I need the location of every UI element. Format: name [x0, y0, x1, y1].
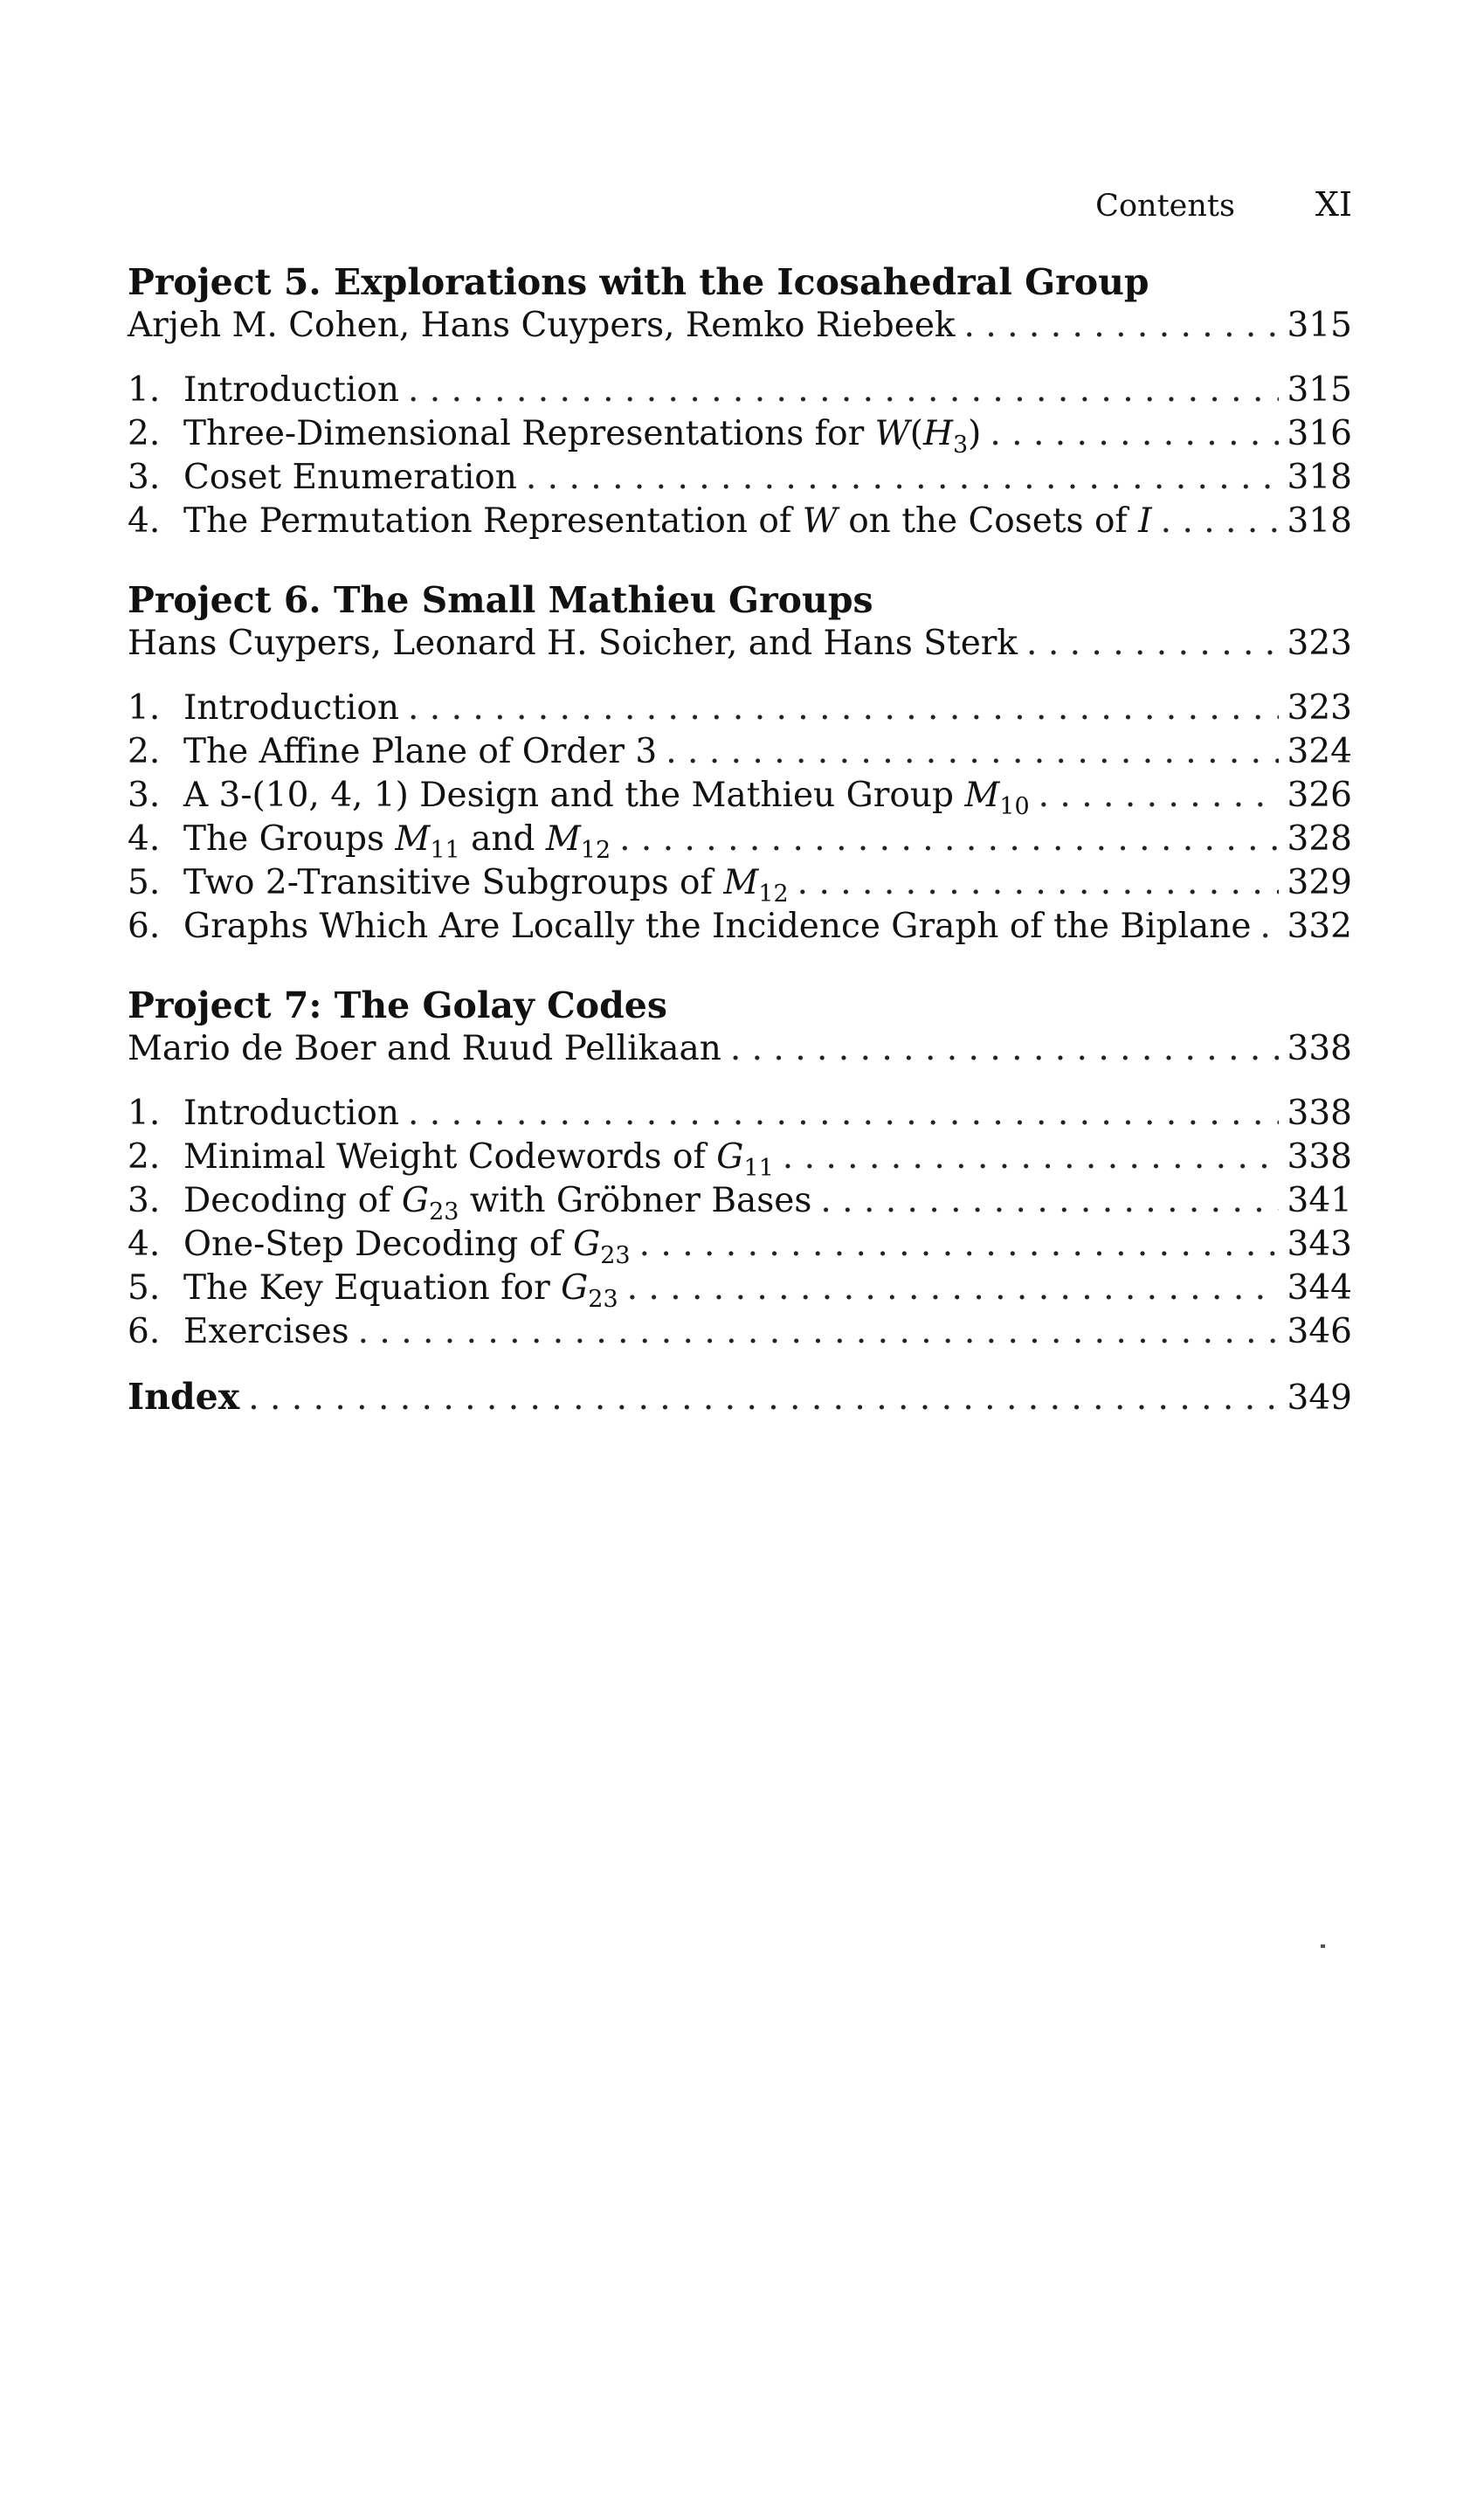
- section-entry[interactable]: [128, 1092, 1352, 1136]
- section-title: Coset Enumeration: [183, 458, 517, 497]
- page-number: 338: [1287, 1094, 1352, 1133]
- page-number: 324: [1287, 732, 1352, 771]
- section-title: Exercises: [183, 1312, 349, 1351]
- section-number: 2.: [128, 1137, 161, 1177]
- section-number: 3.: [128, 776, 161, 815]
- dot-leader: [1161, 500, 1279, 543]
- page-number: 326: [1287, 776, 1352, 815]
- section-number: 2.: [128, 414, 161, 453]
- dot-leader: [627, 1267, 1279, 1310]
- table-of-contents: [128, 260, 1352, 1419]
- page-number: 349: [1287, 1378, 1352, 1418]
- section-entry[interactable]: [128, 456, 1352, 500]
- dot-leader: [797, 861, 1279, 905]
- section-entry[interactable]: [128, 905, 1352, 949]
- page-number: 316: [1287, 414, 1352, 453]
- header-page-number: XI: [1315, 185, 1352, 224]
- section-entry[interactable]: [128, 687, 1352, 730]
- dot-leader: [1026, 622, 1279, 666]
- running-header: [987, 185, 1352, 234]
- section-number: 5.: [128, 1268, 161, 1308]
- page-number: 341: [1287, 1181, 1352, 1220]
- page-number: 338: [1287, 1137, 1352, 1177]
- dot-leader: [666, 730, 1278, 774]
- section-title: Graphs Which Are Locally the Incidence Graph of the Biplane: [183, 907, 1252, 946]
- section-number: 2.: [128, 732, 161, 771]
- project-title: Project 6. The Small Mathieu Groups: [128, 579, 873, 621]
- section-number: 3.: [128, 458, 161, 497]
- project-authors-line[interactable]: [128, 304, 1352, 348]
- page-number: 318: [1287, 458, 1352, 497]
- section-title: Minimal Weight Codewords of $G_{11}$: [183, 1137, 774, 1182]
- index-title: Index: [128, 1376, 240, 1418]
- dot-leader: [964, 304, 1279, 348]
- section-title: One-Step Decoding of $G_{23}$: [183, 1225, 631, 1269]
- dot-leader: [1039, 774, 1279, 818]
- page-number: 323: [1287, 624, 1352, 663]
- project-authors-line[interactable]: [128, 1027, 1352, 1071]
- dot-leader: [526, 456, 1279, 500]
- project-title: Project 5. Explorations with the Icosahedral Group: [128, 261, 1149, 303]
- section-entry[interactable]: [128, 861, 1352, 908]
- dot-leader: [1260, 905, 1278, 949]
- project-authors-line[interactable]: [128, 622, 1352, 666]
- section-number: 6.: [128, 907, 161, 946]
- header-label: Contents: [1095, 189, 1235, 224]
- section-entry[interactable]: [128, 1179, 1352, 1226]
- dot-leader: [408, 1092, 1279, 1136]
- dot-leader: [730, 1027, 1279, 1071]
- section-number: 6.: [128, 1312, 161, 1351]
- page-number: 318: [1287, 501, 1352, 541]
- project-title: Project 7: The Golay Codes: [128, 984, 667, 1026]
- project-block: [128, 578, 1352, 949]
- section-title: The Groups $M_{11}$ and $M_{12}$: [183, 819, 611, 864]
- page-number: 332: [1287, 907, 1352, 946]
- dot-leader: [358, 1310, 1279, 1354]
- section-number: 1.: [128, 1094, 161, 1133]
- page-number: 346: [1287, 1312, 1352, 1351]
- section-title: Introduction: [183, 1094, 399, 1133]
- section-title: The Affine Plane of Order 3: [183, 732, 658, 771]
- dot-leader: [408, 369, 1279, 412]
- section-entry[interactable]: [128, 1310, 1352, 1354]
- section-title: Two 2-Transitive Subgroups of $M_{12}$: [183, 863, 789, 908]
- section-title: Introduction: [183, 370, 399, 410]
- section-number: 1.: [128, 688, 161, 728]
- dot-leader: [248, 1377, 1278, 1420]
- dot-leader: [619, 818, 1278, 861]
- section-entry[interactable]: [128, 1267, 1352, 1313]
- section-entry[interactable]: [128, 412, 1352, 459]
- page-number: 344: [1287, 1268, 1352, 1308]
- section-list: [128, 369, 1352, 543]
- section-entry[interactable]: [128, 500, 1352, 543]
- section-entry[interactable]: [128, 369, 1352, 412]
- section-title: A 3-(10, 4, 1) Design and the Mathieu Group $M_{10}$: [183, 776, 1030, 820]
- project-authors: Arjeh M. Cohen, Hans Cuypers, Remko Riebeek: [128, 306, 956, 345]
- section-number: 5.: [128, 863, 161, 902]
- section-list: [128, 1092, 1352, 1354]
- section-number: 4.: [128, 819, 161, 859]
- project-block: [128, 984, 1352, 1354]
- project-authors: Mario de Boer and Ruud Pellikaan: [128, 1029, 721, 1068]
- section-title: The Key Equation for $G_{23}$: [183, 1268, 618, 1313]
- page-number: 315: [1287, 370, 1352, 410]
- dot-leader: [408, 687, 1279, 730]
- page-number: 343: [1287, 1225, 1352, 1264]
- page-number: 338: [1287, 1029, 1352, 1068]
- section-entry[interactable]: [128, 1223, 1352, 1267]
- dot-leader: [639, 1223, 1279, 1267]
- section-number: 4.: [128, 1225, 161, 1264]
- section-list: [128, 687, 1352, 949]
- page-number: 323: [1287, 688, 1352, 728]
- project-authors: Hans Cuypers, Leonard H. Soicher, and Hans Sterk: [128, 624, 1018, 663]
- page-number: 329: [1287, 863, 1352, 902]
- scan-speck: [1321, 1944, 1325, 1948]
- section-number: 1.: [128, 370, 161, 410]
- project-block: [128, 260, 1352, 543]
- section-title: Introduction: [183, 688, 399, 728]
- dot-leader: [990, 412, 1278, 456]
- page-number: 315: [1287, 306, 1352, 345]
- section-title: Decoding of $G_{23}$ with Gröbner Bases: [183, 1181, 812, 1226]
- section-entry[interactable]: [128, 1136, 1352, 1182]
- page-number: 328: [1287, 819, 1352, 859]
- section-title: The Permutation Representation of W on the Cosets of I: [183, 501, 1152, 541]
- section-entry[interactable]: [128, 774, 1352, 818]
- section-number: 4.: [128, 501, 161, 541]
- section-entry[interactable]: [128, 818, 1352, 864]
- dot-leader: [783, 1136, 1279, 1179]
- dot-leader: [820, 1179, 1278, 1223]
- section-entry[interactable]: [128, 730, 1352, 774]
- section-number: 3.: [128, 1181, 161, 1220]
- index-entry[interactable]: [128, 1375, 1352, 1419]
- section-title: Three-Dimensional Representations for $W(H_3)$: [183, 414, 982, 459]
